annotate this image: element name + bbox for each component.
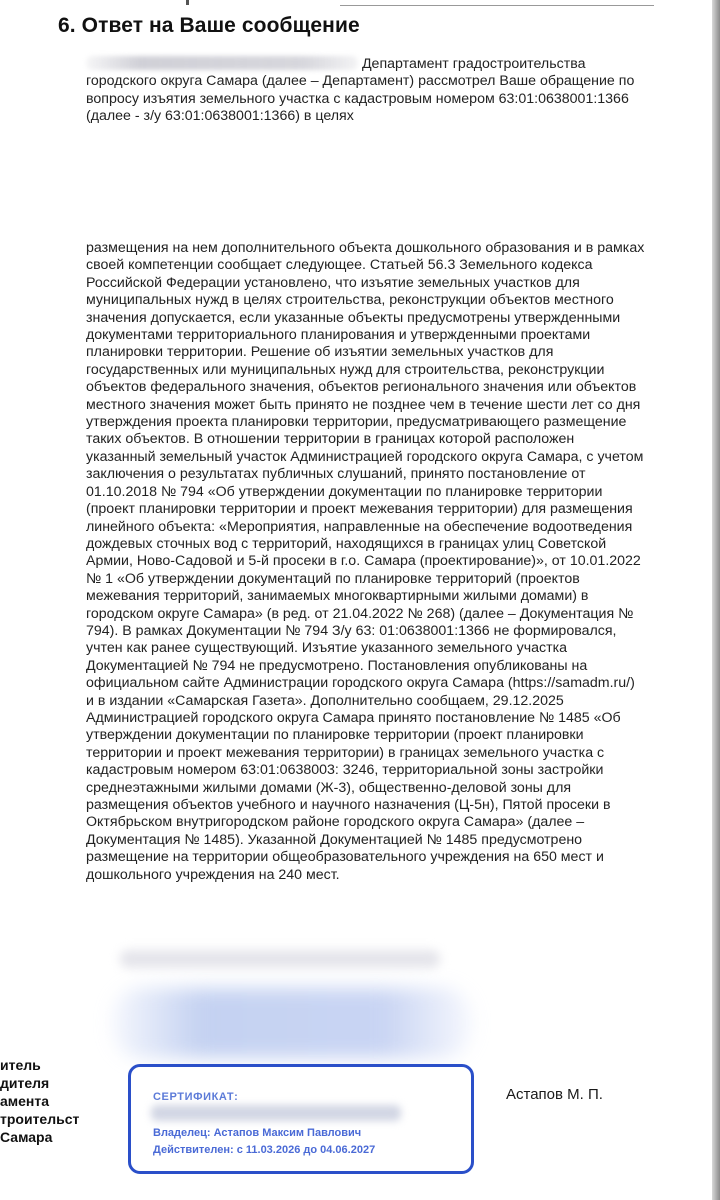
redacted-region bbox=[86, 56, 358, 70]
redacted-block bbox=[112, 988, 472, 1058]
section-heading: 6. Ответ на Ваше сообщение bbox=[58, 14, 360, 37]
viewport-edge-shadow bbox=[712, 0, 720, 1200]
digital-signature-stamp bbox=[128, 1064, 474, 1174]
signer-position-line: итель bbox=[0, 1057, 41, 1073]
signer-position-line: троительст bbox=[0, 1111, 80, 1127]
top-mark bbox=[186, 0, 189, 5]
certificate-title: СЕРТИФИКАТ: bbox=[153, 1091, 239, 1103]
redacted-strip bbox=[120, 950, 440, 968]
paragraph-intro-text: Департамент градостроительства городского округа Самара (далее – Департамент) рассмотрел Ваше обращение по вопросу изъятия земельного участка с кадастровым номером 63:01:0638001:1366 (далее - з/у 63:01:0638001:1366) в целях bbox=[86, 56, 635, 125]
paragraph-intro bbox=[86, 56, 646, 126]
signer-position-line: Самара bbox=[0, 1129, 53, 1145]
paragraph-body: размещения на нем дополнительного объекта дошкольного образования и в рамках своей компетенции сообщает следующее. Статьей 56.3 Земельного кодекса Российской Федерации установлено, что изъятие земельных участков для муниципальных нужд в целях строительства, реконструкции объектов местного значения допускается, если указанные объекты предусмотрены утвержденными документами территориального планирования и утвержденными проектами планировки территории. Решение об изъятии земельных участков для государственных или муниципальных нужд для строительства, реконструкции объектов федерального значения, объектов регионального значения или объектов местного значения может быть принято не позднее чем в течение шести лет со дня утверждения проекта планировки территории, предусматривающего размещение таких объектов. В отношении территории в границах которой расположен указанный земельный участок Администрацией городского округа Самара, с учетом заключения о результатах публичных слушаний, принято постановление от 01.10.2018 № 794 «Об утверждении документации по планировке территории (проект планировки территории и проект межевания территории) для размещения линейного объекта: «Мероприятия, направленные на обеспечение водоотведения дождевых сточных вод с территорий, находящихся в границах улиц Советской Армии, Ново-Садовой и 5-й просеки в г.о. Самара (проектирование)», от 10.01.2022 № 1 «Об утверждении документаций по планировке территорий (проектов межевания территорий, занимаемых многоквартирными жилыми домами) в городском округе Самара» (в ред. от 21.04.2022 № 268) (далее – Документация № 794). В рамках Документации № 794 З/у 63: 01:0638001:1366 не формировался, учтен как ранее существующий. Изъятие указанного земельного участка Документацией № 794 не предусмотрено. Постановления опубликованы на официальном сайте Администрации городского округа Самара (https://samadm.ru/) и в издании «Самарская Газета». Дополнительно сообщаем, 29.12.2025 Администрацией городского округа Самара принято постановление № 1485 «Об утверждении документации по планировке территории (проект планировки территории и проект межевания территории) в границах земельного участка с кадастровым номером 63:01:0638003: 3246, территориальной зоны застройки среднеэтажными жилыми домами (Ж-3), общественно-деловой зоны для размещения объектов учебного и научного назначения (Ц-5н), Пятой просеки в Октябрьском внутригородском районе городского округа Самара» (далее – Документация № 1485). Указанной Документацией № 1485 предусмотрено размещение на территории общеобразовательного учреждения на 650 мест и дошкольного учреждения на 240 мест. bbox=[86, 240, 645, 883]
certificate-serial-redacted bbox=[151, 1105, 401, 1121]
certificate-owner: Владелец: Астапов Максим Павлович bbox=[153, 1127, 362, 1139]
signer-name: Астапов М. П. bbox=[506, 1086, 603, 1103]
signer-position-line: амента bbox=[0, 1093, 50, 1109]
signer-position-line: дителя bbox=[0, 1075, 50, 1091]
top-rule bbox=[340, 5, 654, 6]
signer-position bbox=[0, 1056, 110, 1146]
certificate-validity: Действителен: с 11.03.2026 до 04.06.2027 bbox=[153, 1144, 376, 1156]
